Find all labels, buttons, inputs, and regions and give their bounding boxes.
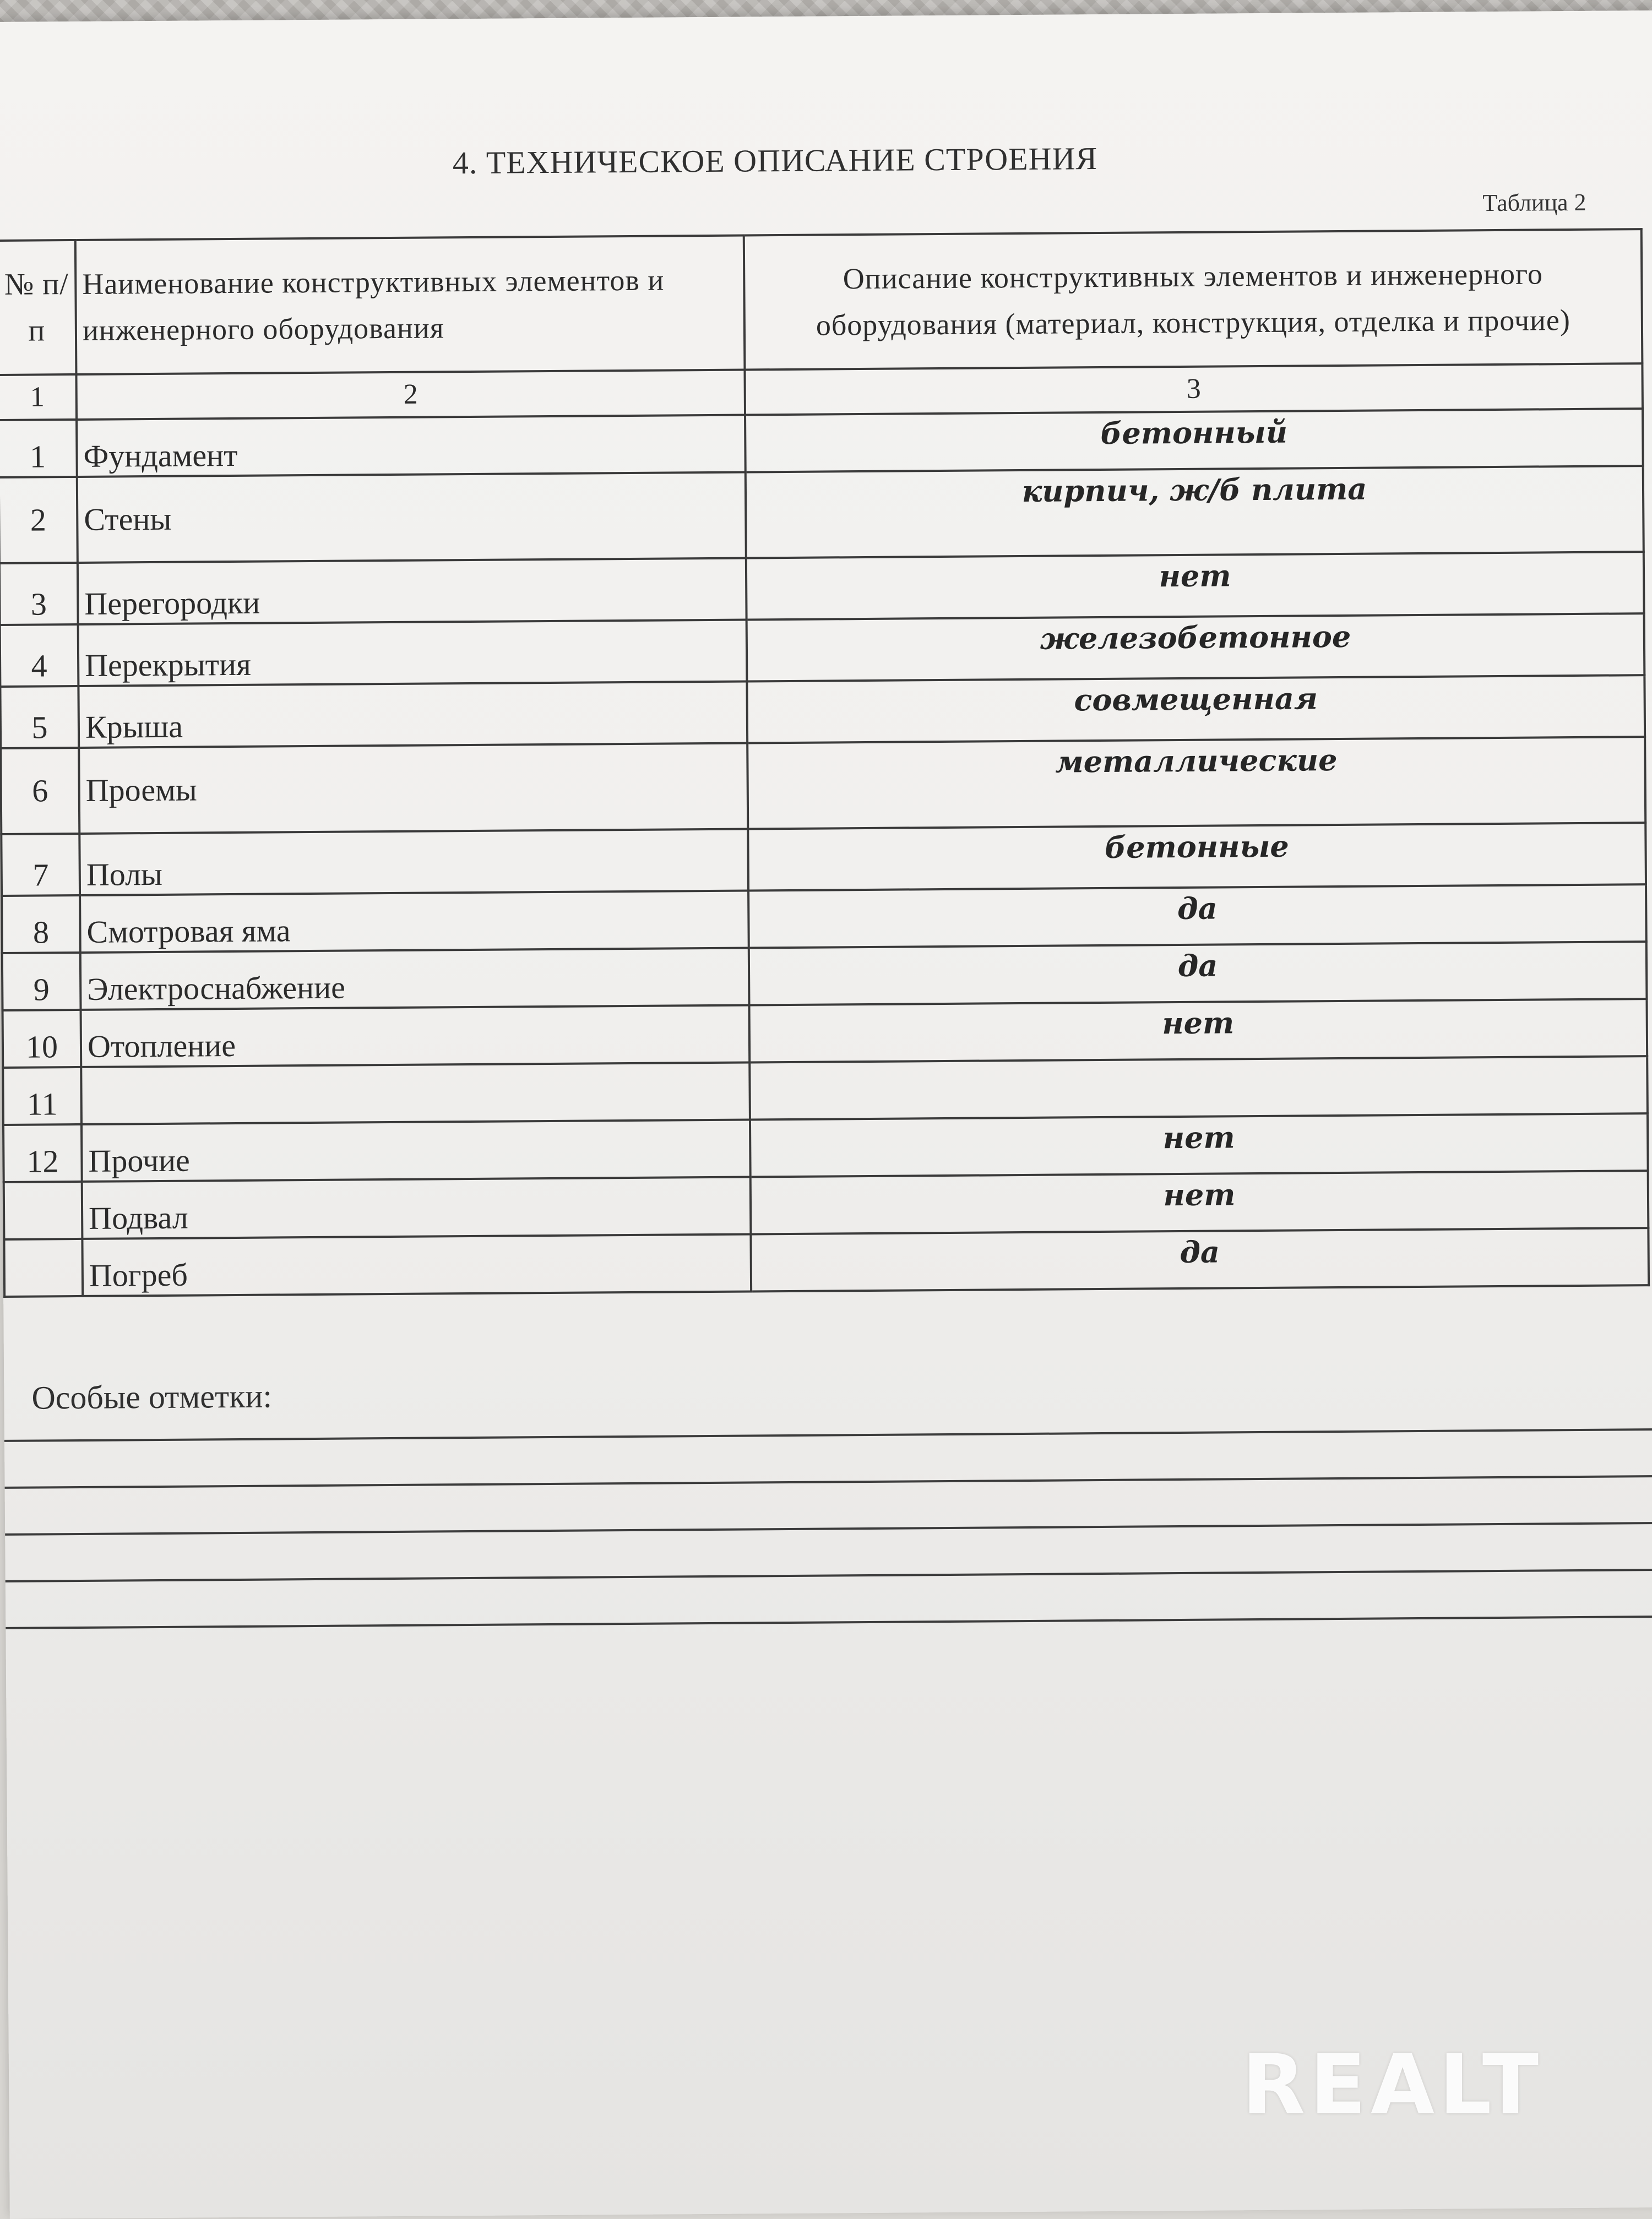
- table-row: [3, 999, 1648, 1068]
- row-number: [4, 1239, 83, 1297]
- row-name: [81, 1062, 750, 1124]
- row-name: Проемы: [79, 743, 748, 833]
- table-row: [1, 823, 1646, 896]
- row-number: 9: [2, 953, 81, 1010]
- column-number: 3: [745, 363, 1643, 415]
- row-name: Перегородки: [78, 558, 747, 624]
- row-value: бетонный: [745, 409, 1643, 472]
- row-value: бетонные: [748, 823, 1646, 890]
- table-row: [4, 1228, 1649, 1297]
- row-value: да: [751, 1228, 1649, 1291]
- row-value: нет: [749, 999, 1647, 1062]
- row-name: Электроснабжение: [80, 948, 749, 1009]
- row-number: 2: [0, 477, 78, 563]
- table-row: [3, 1113, 1648, 1182]
- table-row: [2, 884, 1646, 953]
- row-value: кирпич, ж/б плита: [746, 466, 1644, 558]
- table-row: [3, 1056, 1648, 1125]
- row-name: Фундамент: [77, 415, 746, 477]
- row-number: [4, 1182, 83, 1239]
- table-header-row: [0, 229, 1642, 375]
- row-number: 3: [0, 563, 78, 625]
- table-row: [1, 737, 1645, 834]
- table-label: Таблица 2: [1482, 188, 1586, 217]
- notes-line: [5, 1522, 1652, 1536]
- row-number: 6: [1, 748, 79, 834]
- row-number: 7: [1, 834, 80, 896]
- row-number: 1: [0, 420, 77, 477]
- row-name: Крыша: [78, 681, 747, 747]
- row-number: 5: [0, 686, 79, 748]
- row-name: Полы: [79, 829, 748, 895]
- notes-line: [6, 1569, 1652, 1582]
- notes-line: [5, 1475, 1652, 1489]
- row-value: да: [748, 884, 1646, 948]
- table-row: [0, 675, 1645, 748]
- row-value: совмещенная: [747, 675, 1645, 743]
- realt-watermark-logo: REALT: [1242, 2037, 1544, 2133]
- row-value: нет: [746, 552, 1644, 619]
- row-number: 12: [3, 1124, 82, 1182]
- row-name: Подвал: [82, 1177, 751, 1238]
- technical-description-table: [0, 228, 1650, 1298]
- header-description: Описание конструктивных элементов и инженерного оборудования (материал, конструкция, отделка и прочие): [744, 229, 1643, 369]
- header-element-name: Наименование конструктивных элементов и инженерного оборудования: [75, 236, 745, 374]
- row-value: [749, 1056, 1648, 1119]
- special-notes-label: Особые отметки:: [31, 1378, 273, 1416]
- row-name: Погреб: [82, 1234, 751, 1296]
- document-sheet: [0, 10, 1652, 2219]
- row-name: Стены: [77, 472, 746, 562]
- table-row: [4, 1171, 1649, 1239]
- column-number: 2: [76, 370, 745, 420]
- notes-line: [6, 1616, 1652, 1629]
- row-value: металлические: [747, 737, 1645, 829]
- row-name: Перекрытия: [78, 619, 747, 686]
- row-number: 8: [2, 895, 80, 953]
- row-number: 4: [0, 624, 78, 687]
- row-value: нет: [751, 1171, 1649, 1234]
- document-title: 4. ТЕХНИЧЕСКОЕ ОПИСАНИЕ СТРОЕНИЯ: [452, 140, 1098, 181]
- table-row: [0, 552, 1644, 625]
- table-row: [2, 942, 1647, 1010]
- row-value: железобетонное: [747, 613, 1645, 681]
- row-value: да: [749, 942, 1647, 1005]
- row-number: 11: [3, 1067, 81, 1125]
- header-number: № п/п: [0, 240, 76, 375]
- column-number: 1: [0, 374, 77, 420]
- table-row: [0, 409, 1643, 477]
- row-name: Смотровая яма: [80, 890, 749, 952]
- notes-line: [4, 1428, 1652, 1442]
- row-number: 10: [3, 1010, 81, 1068]
- table-row: [0, 466, 1644, 563]
- table-row: [0, 613, 1644, 687]
- row-name: Прочие: [81, 1119, 751, 1181]
- row-value: нет: [750, 1113, 1648, 1177]
- row-name: Отопление: [81, 1005, 750, 1067]
